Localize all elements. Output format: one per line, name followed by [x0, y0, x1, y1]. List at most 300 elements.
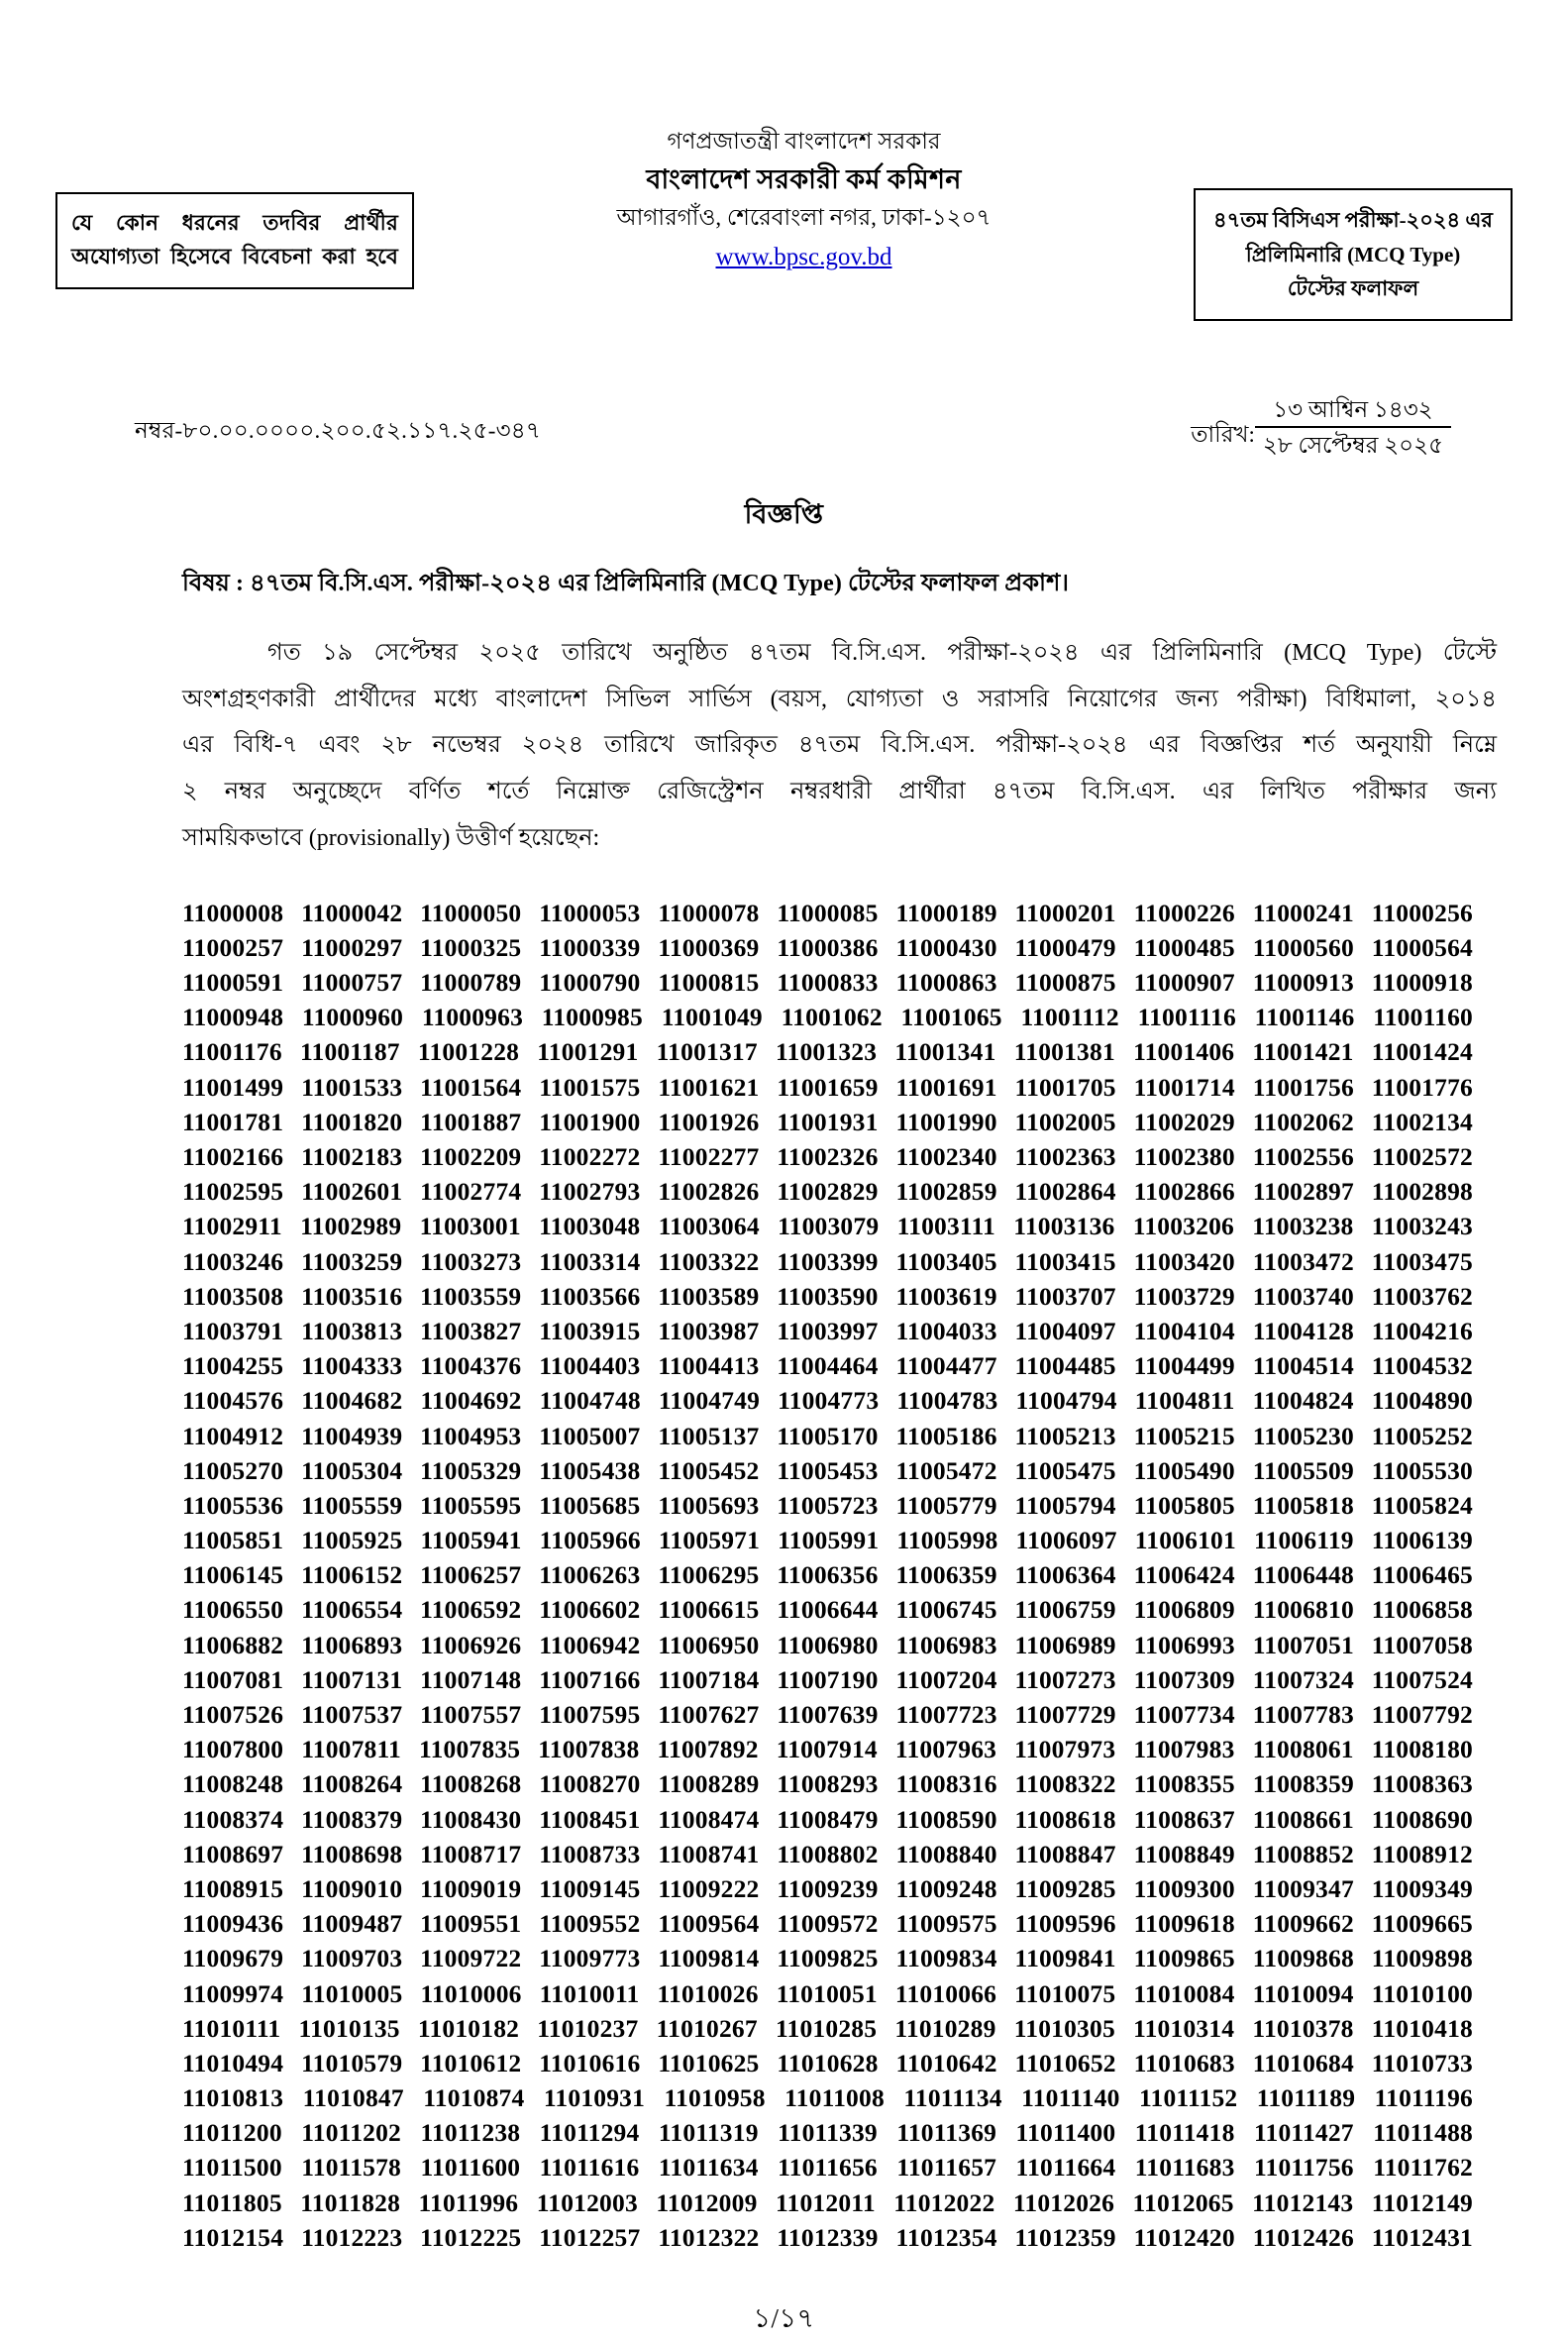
roll-number: 11001564 [420, 1072, 522, 1102]
roll-number: 11002062 [1252, 1107, 1354, 1136]
roll-number: 11007973 [1014, 1735, 1116, 1764]
roll-number: 11005230 [1252, 1421, 1354, 1450]
roll-number: 11010051 [776, 1978, 878, 2008]
roll-number: 11001116 [1137, 1003, 1236, 1032]
roll-number: 11005252 [1371, 1421, 1473, 1450]
roll-number: 11000790 [539, 968, 641, 998]
roll-number: 11003472 [1252, 1246, 1354, 1276]
roll-row [182, 965, 1473, 1000]
roll-number: 11009722 [420, 1944, 522, 1973]
roll-number: 11007723 [895, 1700, 997, 1730]
roll-number: 11003273 [420, 1246, 522, 1276]
roll-number: 11007639 [777, 1700, 879, 1730]
roll-number: 11005971 [658, 1526, 761, 1555]
roll-number: 11000948 [182, 1003, 284, 1032]
roll-number: 11002183 [301, 1142, 403, 1172]
roll-number: 11010958 [664, 2083, 766, 2113]
roll-number: 11006745 [895, 1595, 997, 1625]
roll-number: 11012322 [658, 2222, 760, 2252]
roll-number: 11005170 [777, 1421, 879, 1450]
roll-number: 11011200 [182, 2118, 282, 2148]
roll-number: 11001065 [900, 1003, 1002, 1032]
roll-number: 11007309 [1133, 1664, 1235, 1694]
date-stack [1255, 394, 1451, 461]
roll-number: 11001926 [658, 1107, 760, 1136]
roll-number: 11003566 [539, 1281, 641, 1311]
roll-row [182, 1766, 1473, 1801]
commission-name: বাংলাদেশ সরকারী কর্ম কমিশন [646, 163, 962, 194]
roll-number: 11008268 [420, 1769, 522, 1799]
roll-number: 11003559 [420, 1281, 522, 1311]
roll-number: 11010237 [537, 2013, 639, 2043]
exam-title-line-2: প্রিলিমিনারি (MCQ Type) [1245, 242, 1461, 266]
roll-number: 11012354 [895, 2222, 997, 2252]
roll-number: 11006592 [420, 1595, 522, 1625]
roll-number: 11001781 [182, 1107, 284, 1136]
roll-number: 11001705 [1014, 1072, 1116, 1102]
roll-number: 11005818 [1252, 1490, 1354, 1520]
exam-title-line-1: ৪৭তম বিসিএস পরীক্ষা-২০২৪ এর [1213, 208, 1493, 232]
roll-number: 11011152 [1138, 2083, 1238, 2113]
roll-number: 11005595 [420, 1490, 522, 1520]
roll-row [182, 1279, 1473, 1314]
roll-number: 11006263 [539, 1560, 641, 1590]
roll-number: 11007963 [894, 1735, 997, 1764]
roll-number: 11006101 [1134, 1526, 1236, 1555]
roll-number: 11006356 [777, 1560, 879, 1590]
roll-number: 11001756 [1252, 1072, 1354, 1102]
roll-number: 11002029 [1133, 1107, 1235, 1136]
roll-number: 11004794 [1015, 1386, 1117, 1416]
roll-number: 11008479 [777, 1804, 879, 1834]
roll-number: 11000226 [1133, 898, 1235, 927]
roll-number: 11008270 [539, 1769, 641, 1799]
roll-number: 11002864 [1014, 1177, 1116, 1207]
roll-number: 11006980 [777, 1630, 879, 1659]
memo-number: নম্বর-৮০.০০.০০০০.২০০.৫২.১১৭.২৫-৩৪৭ [135, 417, 542, 443]
roll-number: 11010612 [420, 2048, 522, 2077]
roll-number: 11008316 [895, 1769, 997, 1799]
roll-number: 11005475 [1014, 1455, 1116, 1485]
roll-number: 11007204 [895, 1664, 997, 1694]
roll-number: 11000008 [182, 898, 284, 927]
roll-number: 11008717 [420, 1839, 522, 1868]
roll-row [182, 1802, 1473, 1837]
roll-number: 11010579 [301, 2048, 403, 2077]
roll-number: 11011656 [778, 2153, 878, 2183]
roll-number: 11008637 [1133, 1804, 1235, 1834]
roll-number: 11000339 [539, 932, 641, 962]
roll-number: 11004485 [1014, 1351, 1116, 1381]
roll-number: 11008379 [301, 1804, 403, 1834]
roll-row [182, 1314, 1473, 1348]
roll-number: 11002911 [182, 1212, 282, 1241]
roll-number: 11005685 [539, 1490, 641, 1520]
roll-row [182, 1453, 1473, 1488]
roll-number: 11011683 [1134, 2153, 1235, 2183]
date-label: তারিখ: [1191, 421, 1255, 447]
roll-number: 11006295 [658, 1560, 760, 1590]
roll-number: 11004477 [895, 1351, 997, 1381]
roll-number: 11004464 [777, 1351, 879, 1381]
roll-number: 11008061 [1252, 1735, 1354, 1764]
roll-number: 11012154 [182, 2222, 284, 2252]
roll-number: 11007184 [658, 1664, 760, 1694]
roll-number: 11009010 [301, 1873, 403, 1903]
roll-number: 11011339 [778, 2118, 878, 2148]
roll-number: 11010625 [658, 2048, 760, 2077]
roll-number: 11009436 [182, 1909, 284, 1939]
roll-number: 11002859 [895, 1177, 997, 1207]
roll-row [182, 1244, 1473, 1279]
roll-number: 11007148 [420, 1664, 522, 1694]
roll-row [182, 2115, 1473, 2150]
roll-number: 11008733 [539, 1839, 641, 1868]
roll-number: 11003813 [301, 1316, 403, 1345]
roll-number: 11010642 [895, 2048, 997, 2077]
roll-number: 11010684 [1252, 2048, 1354, 2077]
roll-number: 11004748 [539, 1386, 641, 1416]
roll-number: 11004890 [1371, 1386, 1473, 1416]
roll-number: 11007526 [182, 1700, 284, 1730]
roll-number: 11001421 [1252, 1037, 1354, 1067]
roll-number: 11009814 [658, 1944, 760, 1973]
roll-number: 11001228 [417, 1037, 520, 1067]
roll-number: 11008590 [895, 1804, 997, 1834]
roll-number: 11008915 [182, 1873, 284, 1903]
roll-number: 11009665 [1371, 1909, 1473, 1939]
roll-number: 11003619 [895, 1281, 997, 1311]
roll-number: 11001049 [661, 1003, 763, 1032]
roll-number: 11012022 [893, 2187, 995, 2217]
roll-number: 11005794 [1014, 1490, 1116, 1520]
roll-row [182, 1628, 1473, 1662]
roll-number: 11007273 [1014, 1664, 1116, 1694]
roll-number: 11008697 [182, 1839, 284, 1868]
roll-number: 11009248 [895, 1873, 997, 1903]
roll-number: 11006145 [182, 1560, 284, 1590]
roll-number: 11006644 [777, 1595, 879, 1625]
roll-number: 11010005 [301, 1978, 403, 2008]
roll-number: 11002380 [1133, 1142, 1235, 1172]
roll-number: 11008451 [539, 1804, 641, 1834]
memo-date-row [0, 321, 1568, 461]
roll-number: 11005438 [539, 1455, 641, 1485]
roll-number: 11012143 [1252, 2187, 1354, 2217]
roll-row [182, 1105, 1473, 1139]
roll-number: 11010026 [657, 1978, 759, 2008]
roll-number: 11004333 [301, 1351, 403, 1381]
roll-number: 11011400 [1015, 2118, 1116, 2148]
roll-number: 11006942 [539, 1630, 641, 1659]
roll-number: 11009841 [1014, 1944, 1116, 1973]
roll-number: 11002866 [1133, 1177, 1235, 1207]
roll-number: 11004953 [420, 1421, 522, 1450]
roll-number: 11003997 [777, 1316, 879, 1345]
roll-number: 11011805 [182, 2187, 282, 2217]
roll-number: 11010267 [656, 2013, 758, 2043]
roll-number: 11012065 [1132, 2187, 1234, 2217]
roll-number: 11000875 [1014, 968, 1116, 998]
roll-number: 11005559 [301, 1490, 403, 1520]
roll-number: 11000297 [301, 932, 403, 962]
roll-number: 11003827 [420, 1316, 522, 1345]
roll-number: 11001820 [301, 1107, 403, 1136]
roll-number: 11005472 [895, 1455, 997, 1485]
roll-number: 11000241 [1252, 898, 1354, 927]
roll-number: 11007595 [539, 1700, 641, 1730]
roll-number: 11006983 [895, 1630, 997, 1659]
roll-number: 11000050 [420, 898, 522, 927]
roll-number: 11004216 [1371, 1316, 1473, 1345]
roll-row [182, 1419, 1473, 1453]
roll-number: 11010847 [302, 2083, 404, 2113]
roll-number: 11007537 [301, 1700, 403, 1730]
roll-number: 11012009 [656, 2187, 758, 2217]
roll-number: 11001406 [1133, 1037, 1235, 1067]
roll-number: 11002898 [1371, 1177, 1473, 1207]
roll-number: 11005490 [1133, 1455, 1235, 1485]
roll-number: 11012011 [775, 2187, 876, 2217]
roll-number: 11007792 [1371, 1700, 1473, 1730]
roll-number: 11005137 [658, 1421, 760, 1450]
roll-number: 11000325 [420, 932, 522, 962]
exam-title-box [1194, 188, 1513, 321]
body-line-2: অংশগ্রহণকারী প্রার্থীদের মধ্যে বাংলাদেশ সিভিল সার্ভিস (বয়স, যোগ্যতা ও সরাসরি নিয়োগের জন্য পরীক্ষা) বিধিমালা, ২০১৪ [182, 686, 1497, 712]
roll-row [182, 1871, 1473, 1906]
roll-number: 11000963 [421, 1003, 524, 1032]
roll-number: 11010135 [298, 2013, 400, 2043]
roll-number: 11001176 [182, 1037, 282, 1067]
roll-number: 11008355 [1133, 1769, 1235, 1799]
roll-number: 11008430 [420, 1804, 522, 1834]
roll-number: 11003475 [1371, 1246, 1473, 1276]
roll-number: 11003987 [658, 1316, 760, 1345]
roll-number: 11007166 [539, 1664, 641, 1694]
roll-number: 11011756 [1253, 2153, 1354, 2183]
roll-number: 11003791 [182, 1316, 284, 1345]
roll-number: 11002363 [1014, 1142, 1116, 1172]
roll-number: 11008690 [1371, 1804, 1473, 1834]
roll-number: 11004499 [1133, 1351, 1235, 1381]
roll-number: 11006882 [182, 1630, 284, 1659]
roll-number: 11009618 [1133, 1909, 1235, 1939]
roll-number: 11009300 [1133, 1873, 1235, 1903]
roll-number: 11002134 [1371, 1107, 1473, 1136]
roll-number: 11009564 [658, 1909, 760, 1939]
roll-number: 11001714 [1133, 1072, 1235, 1102]
roll-number: 11006364 [1014, 1560, 1116, 1590]
roll-number: 11003314 [539, 1246, 641, 1276]
roll-number: 11000485 [1133, 932, 1235, 962]
roll-number: 11007914 [776, 1735, 878, 1764]
roll-number: 11008264 [301, 1769, 403, 1799]
roll-number: 11003729 [1133, 1281, 1235, 1311]
roll-number: 11008474 [658, 1804, 760, 1834]
roll-number: 11000918 [1371, 968, 1473, 998]
roll-number: 11000053 [539, 898, 641, 927]
roll-number: 11001887 [420, 1107, 522, 1136]
roll-number: 11004576 [182, 1386, 284, 1416]
roll-number: 11008661 [1252, 1804, 1354, 1834]
roll-number: 11012420 [1133, 2222, 1235, 2252]
roll-number: 11008741 [658, 1839, 760, 1868]
roll-number: 11007892 [657, 1735, 759, 1764]
roll-number: 11000201 [1014, 898, 1116, 927]
roll-number: 11003415 [1014, 1246, 1116, 1276]
roll-row [182, 1383, 1473, 1418]
roll-number: 11010494 [182, 2048, 284, 2077]
roll-number: 11007838 [538, 1735, 640, 1764]
roll-number: 11003405 [895, 1246, 997, 1276]
roll-number: 11002209 [420, 1142, 522, 1172]
roll-number: 11004128 [1252, 1316, 1354, 1345]
roll-number: 11004514 [1252, 1351, 1354, 1381]
roll-number: 11011427 [1253, 2118, 1354, 2148]
roll-number: 11000479 [1014, 932, 1116, 962]
roll-number: 11000913 [1252, 968, 1354, 998]
roll-number: 11009347 [1252, 1873, 1354, 1903]
roll-number: 11008363 [1371, 1769, 1473, 1799]
roll-row [182, 896, 1473, 930]
roll-number: 11006359 [895, 1560, 997, 1590]
document-header [0, 0, 1568, 321]
roll-number: 11000257 [182, 932, 284, 962]
roll-number: 11004097 [1014, 1316, 1116, 1345]
body-line-3: এর বিধি-৭ এবং ২৮ নভেম্বর ২০২৪ তারিখে জারিকৃত ৪৭তম বি.সি.এস. পরীক্ষা-২০২৪ এর বিজ্ঞপ্তির শর্ত অনুযায়ী নিম্নে [182, 732, 1497, 759]
roll-number: 11000078 [658, 898, 760, 927]
roll-number: 11004773 [778, 1386, 880, 1416]
roll-number: 11012431 [1371, 2222, 1473, 2252]
roll-number: 11009285 [1014, 1873, 1116, 1903]
roll-number: 11004692 [420, 1386, 522, 1416]
roll-number: 11011664 [1015, 2153, 1116, 2183]
roll-number: 11011996 [418, 2187, 519, 2217]
roll-number: 11005693 [658, 1490, 760, 1520]
roll-row [182, 1662, 1473, 1697]
roll-number: 11004104 [1133, 1316, 1235, 1345]
roll-number: 11003508 [182, 1281, 284, 1311]
roll-number: 11000591 [182, 968, 284, 998]
roll-number: 11004811 [1134, 1386, 1235, 1416]
roll-number: 11003238 [1252, 1212, 1354, 1241]
roll-number: 11008374 [182, 1804, 284, 1834]
roll-number: 11007190 [777, 1664, 879, 1694]
roll-number: 11010289 [894, 2013, 996, 2043]
roll-number: 11012223 [301, 2222, 403, 2252]
roll-number: 11010182 [417, 2013, 520, 2043]
roll-number: 11008248 [182, 1769, 284, 1799]
roll-number: 11010111 [182, 2013, 281, 2043]
roll-number: 11005805 [1133, 1490, 1235, 1520]
roll-number: 11006097 [1015, 1526, 1117, 1555]
roll-number: 11005824 [1371, 1490, 1473, 1520]
roll-number: 11006448 [1252, 1560, 1354, 1590]
roll-number: 11011418 [1134, 2118, 1235, 2148]
roll-number: 11010006 [420, 1978, 522, 2008]
roll-number: 11006989 [1014, 1630, 1116, 1659]
roll-number: 11000960 [301, 1003, 404, 1032]
roll-number: 11007627 [658, 1700, 760, 1730]
roll-number: 11000386 [777, 932, 879, 962]
roll-number: 11004376 [420, 1351, 522, 1381]
roll-row [182, 1070, 1473, 1105]
roll-number: 11010066 [894, 1978, 997, 2008]
roll-number: 11006152 [301, 1560, 403, 1590]
roll-number: 11003740 [1252, 1281, 1354, 1311]
roll-number: 11003707 [1014, 1281, 1116, 1311]
roll-number: 11005966 [539, 1526, 641, 1555]
roll-row [182, 1906, 1473, 1941]
roll-row [182, 1837, 1473, 1871]
roll-number: 11008289 [658, 1769, 760, 1799]
roll-number: 11006893 [301, 1630, 403, 1659]
roll-number: 11009865 [1133, 1944, 1235, 1973]
roll-number: 11006993 [1133, 1630, 1235, 1659]
roll-number: 11005007 [539, 1421, 641, 1450]
warning-box [55, 192, 414, 289]
roll-number: 11011140 [1021, 2083, 1120, 2113]
body-line-5: সাময়িকভাবে (provisionally) উত্তীর্ণ হয়েছেন: [182, 824, 600, 851]
roll-number: 11004682 [301, 1386, 403, 1416]
roll-number: 11007081 [182, 1664, 284, 1694]
roll-number: 11001187 [299, 1037, 400, 1067]
roll-number: 11007524 [1371, 1664, 1473, 1694]
roll-number: 11005723 [777, 1490, 879, 1520]
roll-number: 11001381 [1013, 1037, 1115, 1067]
roll-row [182, 2185, 1473, 2220]
roll-number: 11012257 [539, 2222, 641, 2252]
roll-number: 11003420 [1133, 1246, 1235, 1276]
roll-number: 11001146 [1254, 1003, 1355, 1032]
roll-number: 11001160 [1373, 1003, 1473, 1032]
warning-box-line-2: অযোগ্যতা হিসেবে বিবেচনা করা হবে [71, 245, 398, 269]
roll-row [182, 1174, 1473, 1209]
roll-row [182, 1000, 1473, 1034]
roll-number: 11009703 [301, 1944, 403, 1973]
roll-number: 11004403 [539, 1351, 641, 1381]
roll-number: 11005925 [301, 1526, 403, 1555]
roll-number: 11008180 [1371, 1735, 1473, 1764]
roll-number: 11009575 [895, 1909, 997, 1939]
roll-number: 11004413 [658, 1351, 760, 1381]
roll-number: 11006424 [1133, 1560, 1235, 1590]
roll-number-grid [0, 896, 1568, 2255]
roll-number: 11005509 [1252, 1455, 1354, 1485]
roll-number: 11006759 [1014, 1595, 1116, 1625]
roll-number: 11000256 [1371, 898, 1473, 927]
roll-number: 11002601 [301, 1177, 403, 1207]
roll-number: 11005941 [420, 1526, 522, 1555]
roll-number: 11003243 [1371, 1212, 1473, 1241]
body-line-4: ২ নম্বর অনুচ্ছেদে বর্ণিত শর্তে নিম্নোক্ত রেজিস্ট্রেশন নম্বরধারী প্রার্থীরা ৪৭তম বি.সি.এস. এর লিখিত পরীক্ষার জন্য [182, 779, 1497, 805]
subject-line: বিষয় : ৪৭তম বি.সি.এস. পরীক্ষা-২০২৪ এর প্রিলিমিনারি (MCQ Type) টেস্টের ফলাফল প্রকাশ। [182, 570, 1070, 596]
roll-number: 11010305 [1013, 2013, 1115, 2043]
roll-number: 11003111 [896, 1212, 995, 1241]
roll-number: 11012003 [536, 2187, 638, 2217]
roll-number: 11008912 [1371, 1839, 1473, 1868]
roll-number: 11005453 [777, 1455, 879, 1485]
roll-number: 11010011 [539, 1978, 640, 2008]
roll-number: 11006554 [301, 1595, 403, 1625]
roll-number: 11003516 [301, 1281, 403, 1311]
roll-number: 11005213 [1014, 1421, 1116, 1450]
roll-row [182, 930, 1473, 965]
roll-number: 11003399 [777, 1246, 879, 1276]
roll-number: 11003064 [658, 1212, 760, 1241]
bpsc-website-link[interactable]: www.bpsc.gov.bd [715, 243, 892, 270]
roll-number: 11007783 [1252, 1700, 1354, 1730]
